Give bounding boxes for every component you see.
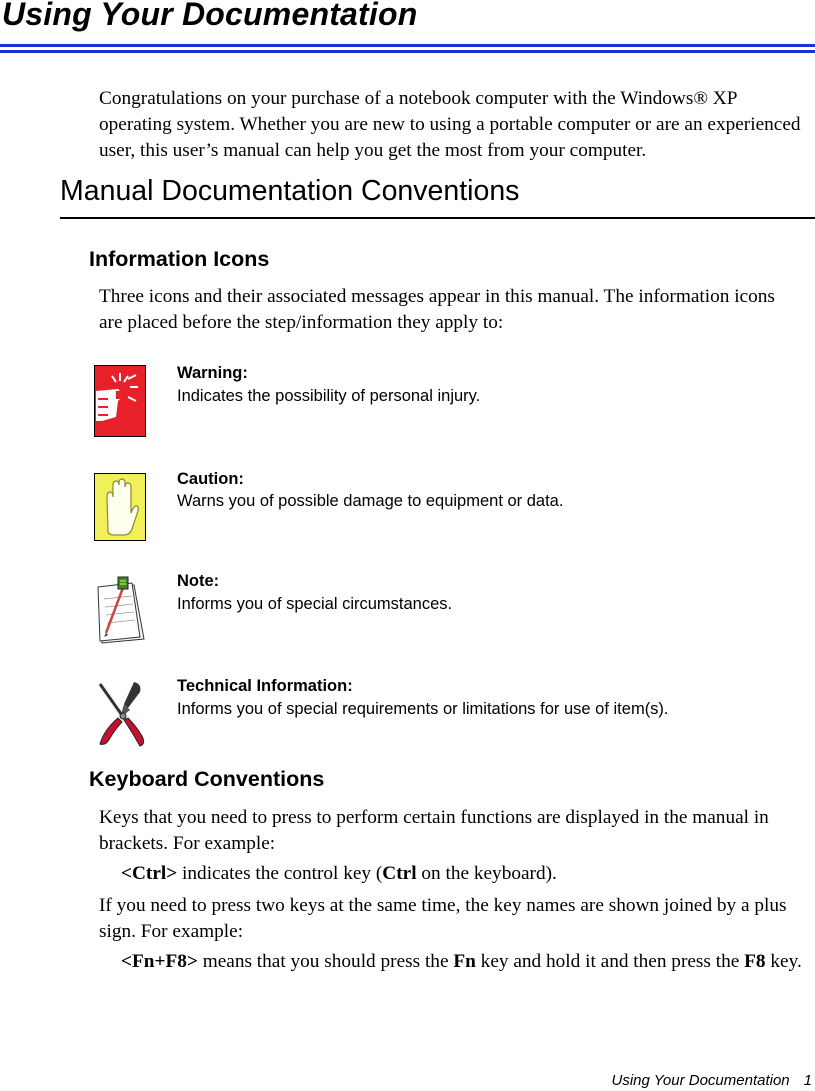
technical-info-desc: Informs you of special requirements or limitations for use of item(s).	[177, 700, 669, 718]
key-ctrl: Ctrl	[382, 863, 417, 884]
keyboard-heading: Keyboard Conventions	[89, 767, 325, 791]
warning-title: Warning:	[177, 364, 248, 382]
example-2-text-b: key and hold it and then press the	[475, 951, 745, 972]
note-title: Note:	[177, 572, 220, 590]
example-2-text-c: key.	[765, 951, 802, 972]
note-icon	[94, 575, 148, 645]
technical-info-title: Technical Information:	[177, 677, 353, 695]
note-desc: Informs you of special circumstances.	[177, 595, 453, 613]
technical-info-icon	[94, 678, 148, 750]
section-rule	[60, 217, 815, 219]
caution-icon	[94, 473, 146, 541]
keyboard-paragraph-1: Keys that you need to press to perform certain functions are displayed in the manual in brackets. For example:	[99, 807, 769, 854]
info-icons-intro: Three icons and their associated messages appear in this manual. The information icons are placed before the step/information they apply to:	[99, 286, 775, 333]
key-f8: F8	[744, 951, 766, 972]
warning-icon	[94, 365, 146, 437]
section-heading: Manual Documentation Conventions	[60, 175, 520, 207]
caution-desc: Warns you of possible damage to equipment or data.	[177, 492, 564, 510]
key-fn: Fn	[453, 951, 476, 972]
keyboard-example-1	[121, 861, 557, 887]
key-fn-f8-bracket: <Fn+F8>	[121, 951, 198, 972]
caution-title: Caution:	[177, 470, 244, 488]
example-1-text-a: indicates the control key (	[177, 863, 383, 884]
page-title: Using Your Documentation	[2, 0, 418, 32]
info-icons-heading: Information Icons	[89, 247, 270, 271]
key-ctrl-bracket: <Ctrl>	[121, 863, 178, 884]
example-2-text-a: means that you should press the	[197, 951, 454, 972]
example-1-text-b: on the keyboard).	[416, 863, 557, 884]
footer-label: Using Your Documentation	[611, 1072, 790, 1089]
intro-paragraph: Congratulations on your purchase of a notebook computer with the Windows® XP operating system. Whether you are new to using a portable computer or are an experienced user, this user’s manual can help you get the most from your computer.	[99, 88, 801, 161]
title-rule-bottom	[0, 50, 815, 53]
title-rule-top	[0, 44, 815, 47]
warning-desc: Indicates the possibility of personal injury.	[177, 387, 481, 405]
keyboard-paragraph-2: If you need to press two keys at the same time, the key names are shown joined by a plus sign. For example:	[99, 895, 787, 942]
page-number: 1	[803, 1072, 812, 1089]
page-footer	[611, 1072, 812, 1089]
keyboard-example-2	[121, 949, 815, 975]
